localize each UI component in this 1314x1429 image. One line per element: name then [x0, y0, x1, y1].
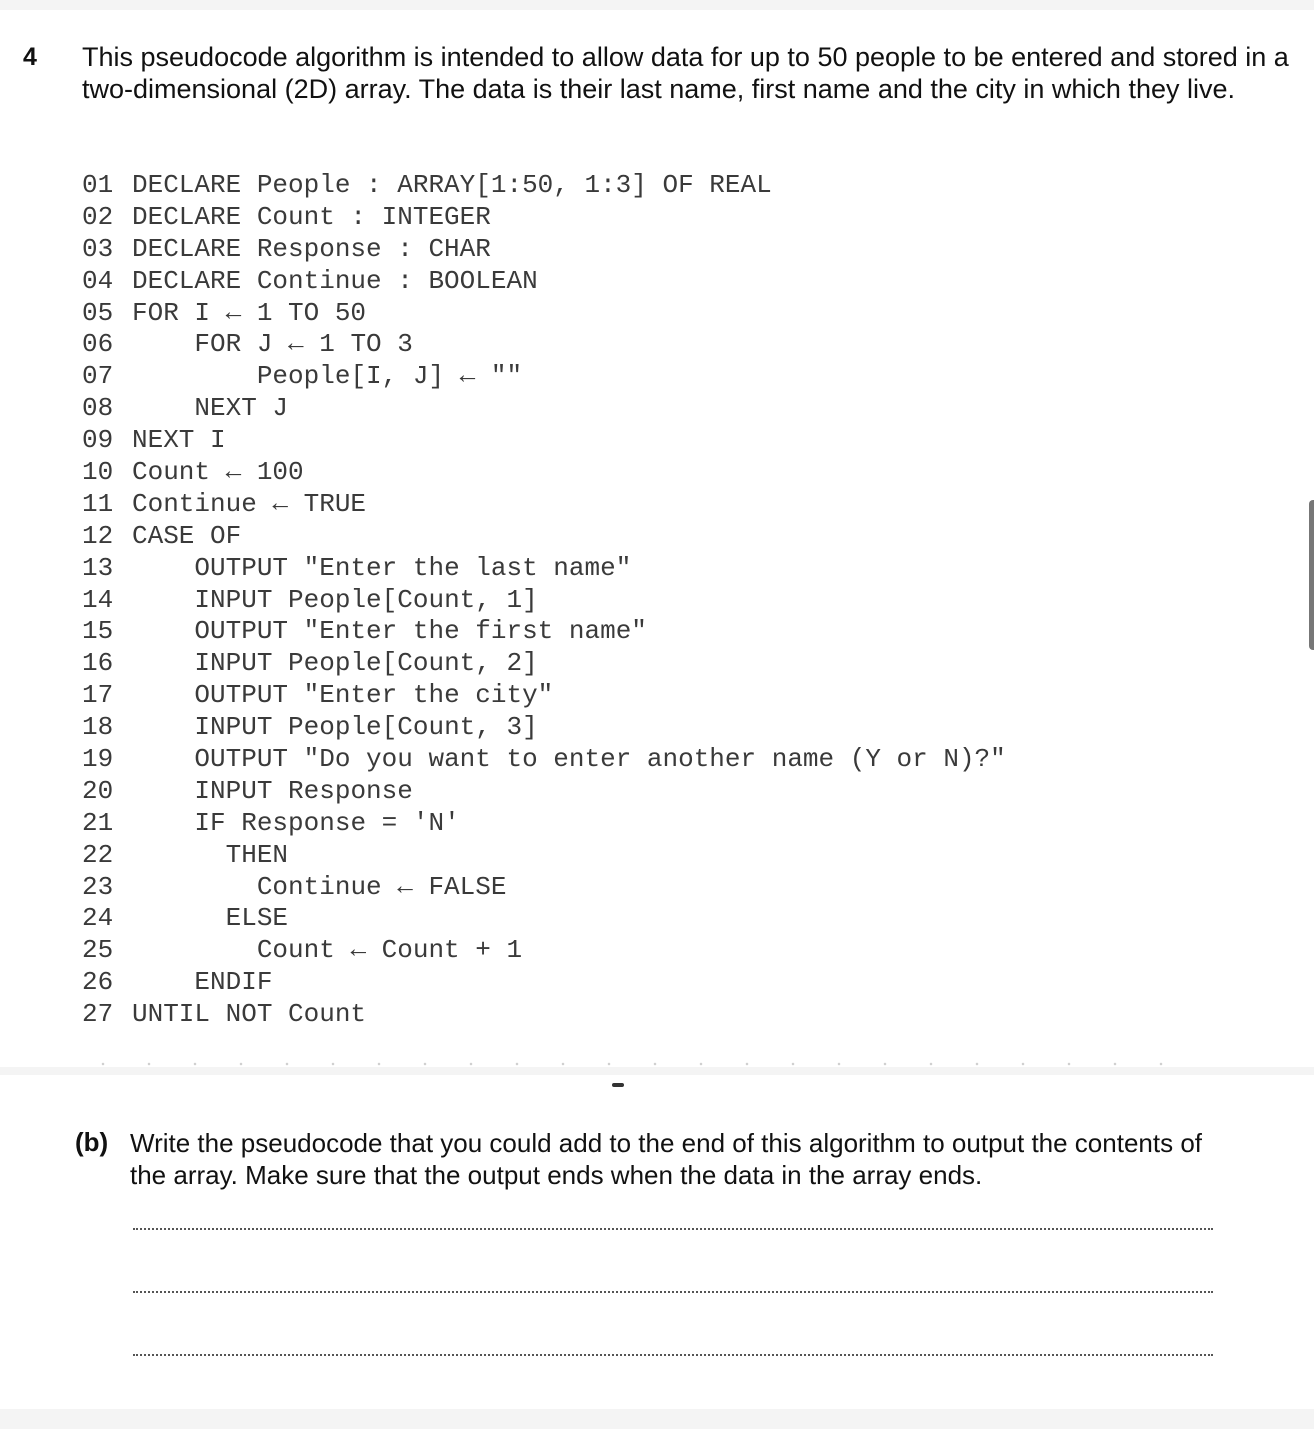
code-line [82, 234, 1006, 266]
line-number: 08 [82, 393, 114, 424]
answer-line[interactable] [133, 1228, 1213, 1230]
line-number: 27 [82, 999, 114, 1030]
line-number: 01 [82, 170, 114, 200]
line-number: 02 [82, 201, 114, 232]
code-line [82, 935, 1006, 967]
line-number: 09 [82, 425, 114, 456]
code-indent [132, 808, 194, 838]
line-number: 04 [82, 265, 114, 296]
code-line [82, 872, 1006, 904]
code-text: NEXT J [194, 393, 289, 424]
code-line [82, 616, 1006, 648]
code-text: ELSE [225, 903, 289, 934]
code-line [82, 903, 1006, 935]
code-indent [132, 553, 194, 583]
code-text: INPUT People[Count, 3] [194, 712, 538, 743]
code-text: FOR I ← 1 TO 50 [132, 297, 367, 328]
line-number: 07 [82, 361, 114, 392]
line-number: 20 [82, 775, 114, 806]
code-line [82, 648, 1006, 680]
answer-line[interactable] [133, 1291, 1213, 1293]
line-number: 26 [82, 967, 114, 998]
line-number: 22 [82, 839, 114, 870]
code-indent [132, 361, 257, 391]
line-number: 18 [82, 712, 114, 743]
page-lower [0, 1075, 1314, 1409]
code-line [82, 298, 1006, 330]
code-indent [132, 744, 194, 774]
code-text: OUTPUT "Enter the city" [194, 680, 554, 711]
code-text: Count ← 100 [132, 457, 304, 488]
code-text: Count ← Count + 1 [256, 935, 523, 966]
code-text: CASE OF [132, 520, 242, 551]
code-indent [132, 616, 194, 646]
code-line [82, 266, 1006, 298]
code-indent [132, 680, 194, 710]
scroll-handle[interactable] [1309, 500, 1314, 650]
line-number: 10 [82, 457, 114, 488]
line-number: 06 [82, 329, 114, 360]
code-indent [132, 903, 226, 933]
code-line [82, 489, 1006, 521]
line-number: 05 [82, 297, 114, 328]
question-intro: This pseudocode algorithm is intended to allow data for up to 50 people to be entered and stored in a two-dimensional (2D) array. The data is their last name, first name and the city in which they live. [82, 42, 1289, 104]
line-number: 19 [82, 744, 114, 775]
code-indent [132, 935, 257, 965]
code-indent [132, 585, 194, 615]
code-indent [132, 840, 226, 870]
line-number: 15 [82, 616, 114, 647]
code-indent [132, 329, 194, 359]
code-line [82, 425, 1006, 457]
code-line [82, 553, 1006, 585]
code-text: Continue ← FALSE [256, 871, 507, 902]
code-line [82, 170, 1006, 202]
code-text: People[I, J] ← "" [256, 361, 523, 392]
code-text: INPUT People[Count, 2] [194, 648, 538, 679]
code-line [82, 712, 1006, 744]
line-number: 14 [82, 584, 114, 615]
part-b-text: Write the pseudocode that you could add to the end of this algorithm to output the contents of the array. Make sure that the output ends when the data in the array ends. [130, 1128, 1203, 1190]
code-text: INPUT Response [194, 775, 413, 806]
code-text: DECLARE Response : CHAR [132, 233, 491, 264]
code-indent [132, 872, 257, 902]
code-text: DECLARE People : ARRAY[1:50, 1:3] OF REAL [132, 170, 772, 200]
code-text: NEXT I [132, 425, 226, 456]
code-text: THEN [225, 839, 289, 870]
code-line [82, 521, 1006, 553]
line-number: 11 [82, 488, 114, 519]
code-text: DECLARE Count : INTEGER [132, 201, 491, 232]
code-text: OUTPUT "Enter the first name" [194, 616, 647, 647]
code-text: DECLARE Continue : BOOLEAN [132, 265, 538, 296]
code-line [82, 585, 1006, 617]
code-text: Continue ← TRUE [132, 488, 367, 519]
code-indent [132, 648, 194, 678]
code-line [82, 202, 1006, 234]
code-text: INPUT People[Count, 1] [194, 584, 538, 615]
line-number: 13 [82, 552, 114, 583]
code-line [82, 329, 1006, 361]
line-number: 17 [82, 680, 114, 711]
code-line [82, 361, 1006, 393]
crop-mark [612, 1083, 624, 1087]
code-indent [132, 393, 194, 423]
code-line [82, 393, 1006, 425]
line-number: 03 [82, 233, 114, 264]
code-text: ENDIF [194, 967, 273, 998]
code-text: FOR J ← 1 TO 3 [194, 329, 413, 360]
code-line [82, 680, 1006, 712]
code-text: IF Response = 'N' [194, 807, 460, 838]
question-number: 4 [23, 43, 37, 71]
cropped-text-remnant [80, 1060, 1180, 1068]
line-number: 21 [82, 807, 114, 838]
code-line [82, 808, 1006, 840]
code-text: OUTPUT "Do you want to enter another name (Y or N)?" [194, 744, 1006, 775]
line-number: 12 [82, 520, 114, 551]
answer-line[interactable] [133, 1354, 1213, 1356]
code-indent [132, 967, 194, 997]
line-number: 24 [82, 903, 114, 934]
code-line [82, 967, 1006, 999]
part-b-label: (b) [75, 1127, 109, 1157]
code-line [82, 744, 1006, 776]
code-line [82, 776, 1006, 808]
line-number: 16 [82, 648, 114, 679]
line-number: 25 [82, 935, 114, 966]
code-indent [132, 776, 194, 806]
code-indent [132, 712, 194, 742]
code-text: UNTIL NOT Count [132, 999, 367, 1030]
pseudocode-block [82, 170, 1006, 1031]
code-line [82, 840, 1006, 872]
line-number: 23 [82, 871, 114, 902]
code-text: OUTPUT "Enter the last name" [194, 552, 632, 583]
code-line [82, 457, 1006, 489]
code-line [82, 999, 1006, 1031]
